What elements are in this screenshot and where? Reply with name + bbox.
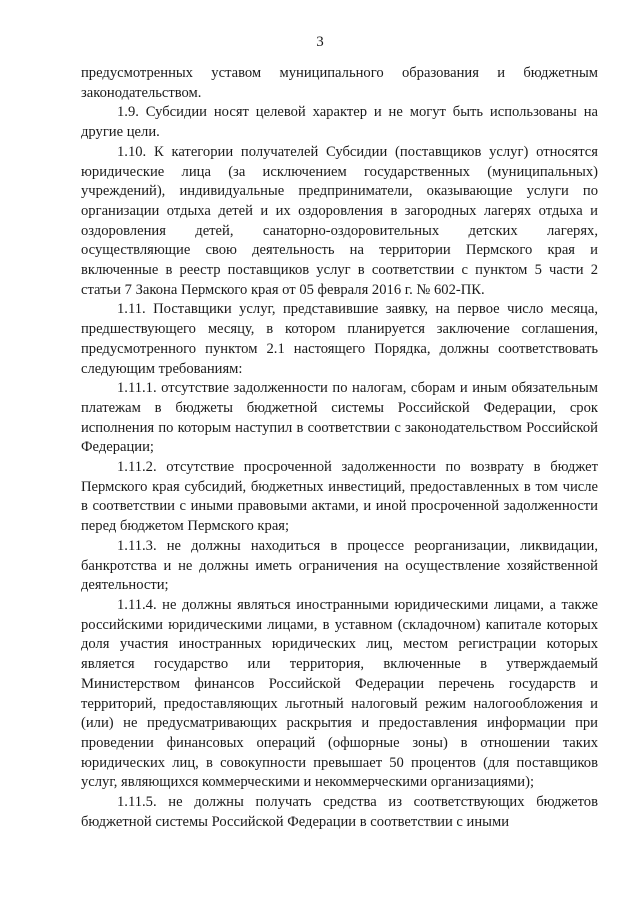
document-body [81, 64, 598, 832]
paragraph-1-9: 1.9. Субсидии носят целевой характер и не могут быть использованы на другие цели. [81, 104, 598, 141]
paragraph-continuation: предусмотренных уставом муниципального образования и бюджетным законодательством. [81, 65, 598, 101]
page-number: 3 [316, 34, 324, 50]
paragraph-1-10: 1.10. К категории получателей Субсидии (поставщиков услуг) относятся юридические лица (за исключением государственных (муниципальных) учреждений), индивидуальные предприниматели, оказывающие услуги по организации отдыха детей и их оздоровления в загородных лагерях отдыха и оздоровления детей, санаторно-оздоровительных детских лагерях, осуществляющие свою деятельность на территории Пермского края и включенные в реестр поставщиков услуг в соответствии с пунктом 5 части 2 статьи 7 Закона Пермского края от 05 февраля 2016 г. № 602-ПК. [81, 143, 598, 298]
paragraph-1-11-1: 1.11.1. отсутствие задолженности по налогам, сборам и иным обязательным платежам в бюджеты бюджетной системы Российской Федерации, срок исполнения по которым наступил в соответствии с законодательством Российской Федерации; [81, 380, 598, 456]
paragraph-1-11-3: 1.11.3. не должны находиться в процессе реорганизации, ликвидации, банкротства и не должны иметь ограничения на осуществление хозяйственной деятельности; [81, 537, 598, 594]
paragraph-1-11-2: 1.11.2. отсутствие просроченной задолженности по возврату в бюджет Пермского края субсидий, бюджетных инвестиций, предоставленных в том числе в соответствии с иными правовыми актами, и иной просроченной задолженности перед бюджетом Пермского края; [81, 459, 598, 535]
paragraph-1-11: 1.11. Поставщики услуг, представившие заявку, на первое число месяца, предшествующего месяцу, в котором планируется заключение соглашения, предусмотренного пунктом 2.1 настоящего Порядка, должны соответствовать следующим требованиям: [81, 301, 598, 377]
paragraph-1-11-5: 1.11.5. не должны получать средства из соответствующих бюджетов бюджетной системы Российской Федерации в соответствии с иными [81, 794, 598, 830]
paragraph-1-11-4: 1.11.4. не должны являться иностранными юридическими лицами, а также российскими юридическими лицами, в уставном (складочном) капитале которых доля участия иностранных юридических лиц, местом регистрации которых является государство или территория, включенные в утверждаемый Министерством финансов Российской Федерации перечень государств и территорий, предоставляющих льготный налоговый режим налогообложения и (или) не предусматривающих раскрытия и предоставления информации при проведении финансовых операций (офшорные зоны) в отношении таких юридических лиц, в совокупности превышает 50 процентов (для поставщиков услуг, являющихся коммерческими и некоммерческими организациями); [81, 596, 598, 791]
